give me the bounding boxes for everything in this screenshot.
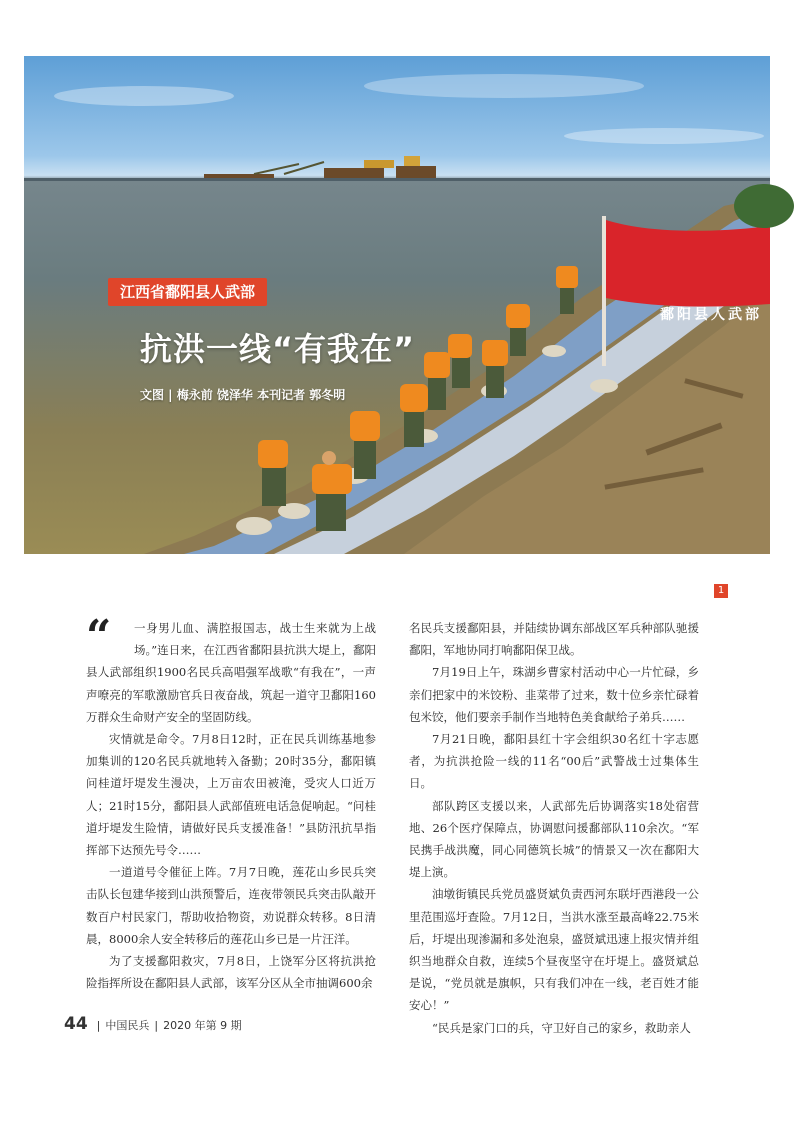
article-paragraph: “民兵是家门口的兵，守卫好自己的家乡，救助亲人: [432, 1020, 691, 1035]
article-paragraph: 一道道号令催征上阵。7月7日晚，莲花山乡民兵突击队长包建华接到山洪预警后，连夜带领民兵突击队敲开数百户村民家门，帮助收拾物资，劝说群众转移。8日清晨，8000余人安全转移后的莲花山乡已是一片汪洋。: [86, 865, 376, 946]
photo-number: 1: [714, 584, 728, 598]
footer-divider: |: [96, 1019, 101, 1032]
footer-divider: |: [154, 1019, 159, 1032]
hero-photo: [24, 56, 770, 596]
issue-label: 2020 年第 9 期: [163, 1019, 242, 1032]
byline: 文图 | 梅永前 饶泽华 本刊记者 郭冬明: [140, 388, 346, 402]
flag-text: 鄱阳县人武部: [660, 307, 762, 323]
dredger-ships: [204, 156, 436, 178]
article-paragraph: 7月21日晚，鄱阳县红十字会组织30名红十字志愿者，为抗洪抢险一线的11名“00后”武警战士过集体生日。: [409, 732, 699, 791]
article-paragraph: 部队跨区支援以来，人武部先后协调落实18处宿营地、26个医疗保障点，协调慰问援鄱部队110余次。“军民携手战洪魔，同心同德筑长城”的情景又一次在鄱阳大堤上演。: [409, 798, 699, 880]
article-column-left: [86, 611, 376, 994]
article-paragraph: 7月19日上午，珠湖乡曹家村活动中心一片忙碌，乡亲们把家中的米饺粉、韭菜带了过来，数十位乡亲忙碌着包米饺，他们要亲手制作当地特色美食献给子弟兵……: [409, 665, 699, 724]
article-paragraph: 为了支援鄱阳救灾，7月8日，上饶军分区将抗洪抢险指挥所设在鄱阳县人武部，该军分区从全市抽调600余: [86, 954, 376, 991]
article-paragraph: 一身男儿血、满腔报国志，战士生来就为上战场。”连日来，在江西省鄱阳县抗洪大堤上，鄱阳县人武部组织1900名民兵高唱强军战歌“有我在”，一声声嘹亮的军歌激励官兵日夜奋战，筑起一道守卫鄱阳160万群众生命财产安全的坚固防线。: [86, 621, 376, 724]
page-footer: [64, 1014, 242, 1034]
page-number: 44: [64, 1014, 88, 1034]
article-column-right: [409, 617, 699, 1039]
article-paragraph: 名民兵支援鄱阳县，并陆续协调东部战区军兵种部队驰援鄱阳，军地协同打响鄱阳保卫战。: [409, 621, 699, 658]
section-kicker: 江西省鄱阳县人武部: [108, 278, 267, 306]
opening-quote-mark: “: [86, 611, 112, 662]
article-paragraph: 灾情就是命令。7月8日12时，正在民兵训练基地参加集训的120名民兵就地转入备勤；20时35分，鄱阳镇问桂道圩堤发生漫决，上万亩农田被淹，受灾人口近万人；21时15分，鄱阳县人武部值班电话急促响起。“问桂道圩堤发生险情，请做好民兵支援准备！”县防汛抗旱指挥部下达预先号令……: [86, 732, 376, 858]
red-flag: [606, 220, 770, 306]
page-title: 抗洪一线“有我在”: [140, 330, 416, 368]
magazine-name: 中国民兵: [105, 1019, 150, 1032]
article-paragraph: 油墩街镇民兵党员盛贤斌负责西河东联圩西港段一公里范围巡圩查险。7月12日，当洪水涨至最高峰22.75米后，圩堤出现渗漏和多处泡泉，盛贤斌迅速上报灾情并组织当地群众自救，连续5个昼夜坚守在圩堤上。盛贤斌总是说，“党员就是旗帜，只有我们冲在一线，老百姓才能安心！”: [409, 887, 699, 1013]
